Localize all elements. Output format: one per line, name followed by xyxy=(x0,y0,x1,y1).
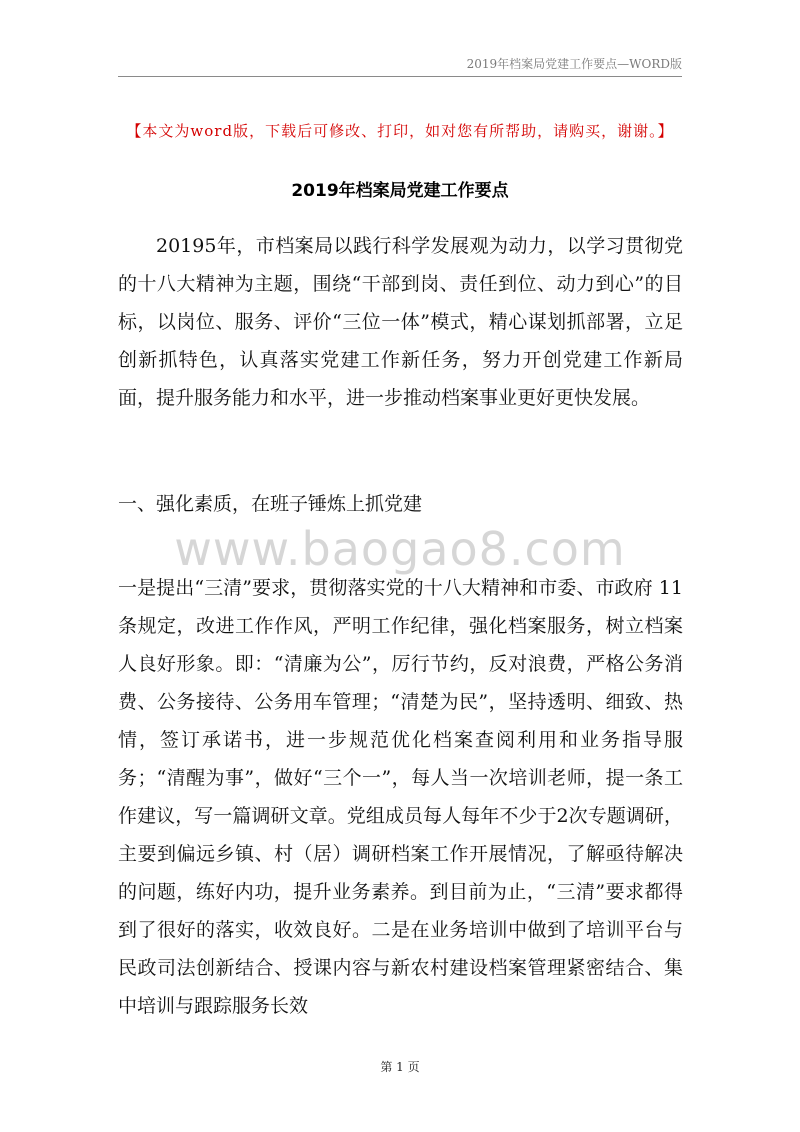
section-body-paragraph: 一是提出“三清”要求，贯彻落实党的十八大精神和市委、市政府 11条规定，改进工作作风，严明工作纪律，强化档案服务，树立档案人良好形象。即：“清廉为公”，厉行节约，反对浪费，严格公务消费、公务接待、公务用车管理；“清楚为民”，坚持透明、细致、热情，签订承诺书，进一步规范优化档案查阅利用和业务指导服务；“清醒为事”，做好“三个一”，每人当一次培训老师，提一条工作建议，写一篇调研文章。党组成员每人每年不少于2次专题调研，主要到偏远乡镇、村（居）调研档案工作开展情况，了解亟待解决的问题，练好内功，提升业务素养。到目前为止，“三清”要求都得到了很好的落实，收效良好。二是在业务培训中做到了培训平台与民政司法创新结合、授课内容与新农村建设档案管理紧密结合、集中培训与跟踪服务长效 xyxy=(118,577,683,1017)
intro-paragraph: 20195年，市档案局以践行科学发展观为动力，以学习贯彻党的十八大精神为主题，围绕“干部到岗、责任到位、动力到心”的目标，以岗位、服务、评价“三位一体”模式，精心谋划抓部署，立足创新抓特色，认真落实党建工作新任务，努力开创党建工作新局面，提升服务能力和水平，进一步推动档案事业更好更快发展。 xyxy=(118,235,683,409)
section-heading: 一、强化素质，在班子锤炼上抓党建 xyxy=(118,493,423,515)
watermark: www.baogao8.com xyxy=(174,522,626,576)
document-title: 2019年档案局党建工作要点 xyxy=(291,181,509,201)
purchase-notice: 【本文为word版，下载后可修改、打印，如对您有所帮助，请购买，谢谢。】 xyxy=(126,122,674,140)
header-divider xyxy=(118,76,682,77)
page-number: 第 1 页 xyxy=(380,1060,420,1074)
running-header: 2019年档案局党建工作要点—WORD版 xyxy=(466,57,682,71)
